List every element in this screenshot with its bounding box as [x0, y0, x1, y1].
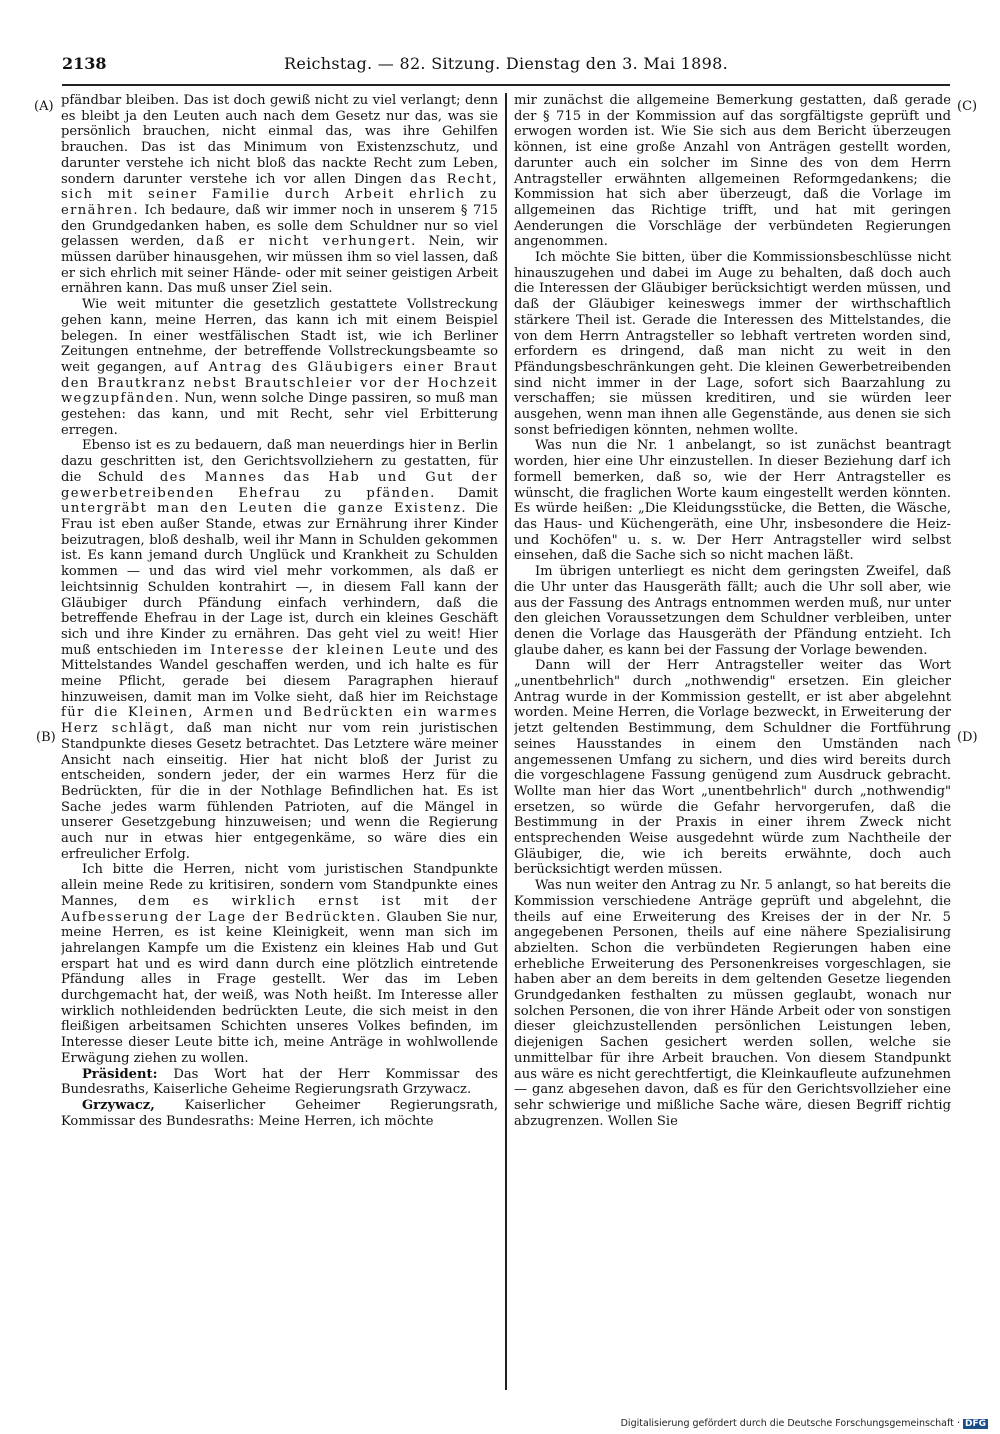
paragraph [61, 93, 498, 297]
speaker-label: Präsident: [81, 1066, 158, 1082]
text-run: Das Wort hat der Herr Kommissar des Bundesraths, Kaiserliche Geheime Regierungsrath Grzywacz. [61, 1066, 498, 1098]
text-run: daß man nicht nur vom rein juristischen Standpunkte dieses Gesetz betrachtet. Das Letztere wäre meiner Ansicht nach einseitig. Hier hat nicht bloß der Jurist zu entscheiden, sondern jeder, der ein warmes Herz für die Bedrückten, für die in der Nothlage Befindlichen hat. Es ist Sache jedes warm fühlenden Patrioten, auf die Mängel in unserer Gesetzgebung hinzuweisen; und wenn die Regierung auch nur in etwas hier entgegenkäme, so wäre dies ein erfreulicher Erfolg. [61, 721, 498, 862]
spaced-text: dem es wirklich ernst ist mit der Aufbesserung der Lage der Bedrückten. [61, 893, 498, 925]
text-run: Damit [435, 485, 498, 501]
margin-marker-a: (A) [34, 99, 54, 114]
text-run: Die Frau ist eben außer Stande, etwas zur Ernährung ihrer Kinder beizutragen, bloß deshalb, weil ihr Mann in Schulden gekommen ist. Es kann jemand durch Unglück und Krankheit zu Schulden kommen — und das wird viel mehr vorkommen, als daß er leichtsinnig Schulden kontrahirt —, in diesem Fall kann der Gläubiger durch Pfändung einfach verhindern, daß die betreffende Ehefrau in der Lage ist, durch ein kleines Geschäft sich und ihre Kinder zu ernähren. Das geht viel zu weit! Hier muß entschieden [61, 501, 498, 658]
margin-marker-b: (B) [36, 730, 56, 745]
spaced-text: untergräbt man den Leuten die ganze Existenz. [61, 501, 467, 517]
text-run: Ebenso ist es zu bedauern, daß man neuerdings hier in Berlin dazu geschritten ist, den Gerichtsvollziehern zu gestatten, für die Schuld [61, 438, 498, 485]
spaced-text: auf Antrag des Gläubigers einer Braut den Brautkranz nebst Brautschleier vor der Hochzeit wegzupfänden. [61, 359, 498, 407]
page-number: 2138 [62, 54, 107, 73]
spaced-text: daß er nicht verhungert. [196, 234, 417, 250]
text-run: Ich bitte die Herren, nicht vom juristischen Standpunkte allein meine Rede zu kritisiren, sondern vom Standpunkte eines Mannes, [61, 862, 498, 909]
margin-marker-d: (D) [957, 730, 978, 745]
text-run: und des Mittelstandes Wandel geschaffen werden, und ich halte es für meine Pflicht, gerade bei diesem Paragraphen hierauf hinzuweisen, damit man im Volke sieht, daß hier im Reichstage [61, 642, 498, 705]
text-run: Nein, wir müssen darüber hinausgehen, wir müssen ihm so viel lassen, daß er sich ehrlich mit seiner Hände- oder mit seiner geistigen Arbeit ernähren kann. Das muß unser Ziel sein. [61, 234, 498, 297]
paragraph [61, 862, 498, 1066]
left-column [61, 93, 498, 1390]
speaker-label: Grzywacz, [81, 1098, 155, 1113]
paragraph [61, 438, 498, 862]
dfg-logo: DFG [964, 1419, 986, 1429]
spaced-text: des Mannes das Hab und Gut der gewerbetreibenden Ehefrau zu pfänden. [61, 469, 498, 501]
paragraph: Was nun die Nr. 1 anbelangt, so ist zunächst beantragt worden, hier eine Uhr einzustellen. In dieser Beziehung darf ich formell bemerken, daß so, wie der Herr Antragsteller es wünscht, die fraglichen Worte kaum eingestellt werden könnten. Es würde heißen: „Die Kleidungsstücke, die Betten, die Wäsche, das Haus- und Küchengeräth, eine Uhr, insbesondere die Heiz- und Kochöfen" u. s. w. Der Herr Antragsteller wird selbst einsehen, daß die Sache sich so nicht machen läßt. [514, 438, 951, 564]
spaced-text: für die Kleinen, Armen und Bedrückten ein warmes Herz schlägt, [61, 705, 498, 737]
text-run: Glauben Sie nur, meine Herren, es ist keine Kleinigkeit, wenn man sich im jahrelangen Kampfe um die Existenz ein kleines Hab und Gut erspart hat und es wird dann durch eine plötzlich eintretende Pfändung alles in Frage gestellt. Wer das im Leben durchgemacht hat, der weiß, was Noth heißt. Im Interesse aller wirklich nothleidenden bedrückten Leute, die sich meist in den fleißigen arbeitsamen Schichten unseres Volkes befinden, im Interesse dieser Leute bitte ich, meine Anträge in wohlwollende Erwägung ziehen zu wollen. [61, 909, 498, 1066]
paragraph: Was nun weiter den Antrag zu Nr. 5 anlangt, so hat bereits die Kommission verschiedene Anträge geprüft und abgelehnt, die theils auf eine Erweiterung des Kreises der in der Nr. 5 angegebenen Personen, theils auf eine nähere Spezialisirung abzielten. Schon die verbündeten Regierungen haben eine erhebliche Erweiterung des Personenkreises vorgeschlagen, sie haben aber an dem bereits in dem geltenden Gesetze liegenden Grundgedanken festhalten zu müssen geglaubt, wonach nur solchen Personen, die von ihrer Hände Arbeit oder von sonstigen dieser gleichzustellenden persönlichen Leistungen leben, diejenigen Sachen gesichert werden sollen, welche sie unmittelbar für ihre Arbeit brauchen. Von diesem Standpunkt aus wäre es nicht gerechtfertigt, die Kleinkaufleute aufzunehmen — ganz abgesehen davon, daß es für den Gerichtsvollzieher eine sehr schwierige und mißliche Sache wäre, diesen Begriff richtig abzugrenzen. Wollen Sie [514, 878, 951, 1129]
text-run: Nun, wenn solche Dinge passiren, so muß man gestehen: das kann, und mit Recht, sehr viel Erbitterung erregen. [61, 391, 498, 438]
page-title: Reichstag. — 82. Sitzung. Dienstag den 3. Mai 1898. [284, 54, 728, 73]
text-run: Ich bedaure, daß wir immer noch in unserem § 715 den Grundgedanken haben, es solle dem Schuldner nur so viel gelassen werden, [61, 202, 498, 250]
spaced-text: das Recht, sich mit seiner Familie durch Arbeit ehrlich zu ernähren. [61, 171, 498, 218]
footer-text: Digitalisierung gefördert durch die Deutsche Forschungsgemeinschaft [620, 1418, 954, 1429]
right-column [514, 93, 951, 1390]
margin-marker-c: (C) [957, 99, 978, 114]
paragraph [61, 297, 498, 438]
paragraph: mir zunächst die allgemeine Bemerkung gestatten, daß gerade der § 715 in der Kommission auf das sorgfältigste geprüft und erwogen worden ist. Wie Sie sich aus dem Bericht überzeugen können, ist eine große Anzahl von Anträgen gestellt worden, darunter auch ein solcher im Sinne des von dem Herrn Antragsteller erwähnten allgemeinen Reformgedankens; die Kommission hat sich aber überzeugt, daß die Vorlage im allgemeinen das Richtige trifft, und hat mit geringen Aenderungen die Vorschläge der verbündeten Regierungen angenommen. [514, 93, 951, 250]
paragraph: Dann will der Herr Antragsteller weiter das Wort „unentbehrlich" durch „nothwendig" ersetzen. Ein gleicher Antrag wurde in der Kommission gestellt, er ist aber abgelehnt worden. Meine Herren, die Vorlage bezweckt, in Erweiterung der jetzt geltenden Bestimmung, dem Schuldner die Fortführung seines Hausstandes in einem den Umständen nach angemessenen Umfang zu sichern, und dies wird bereits durch die vorgeschlagene Fassung genügend zum Ausdruck gebracht. Wollte man hier das Wort „unentbehrlich" durch „nothwendig" ersetzen, so würde die Gefahr hervorgerufen, daß die Bestimmung in der Praxis in einer ihrem Zweck nicht entsprechenden Weise ausgedehnt würde zum Nachtheile der Gläubiger, die, wie ich bereits erwähnte, doch auch berücksichtigt werden müssen. [514, 658, 951, 878]
paragraph [61, 1098, 498, 1129]
digitization-footer: Digitalisierung gefördert durch die Deutsche Forschungsgemeinschaft · DFG [620, 1418, 986, 1429]
column-divider [505, 93, 507, 1390]
paragraph [61, 1067, 498, 1098]
page-header [62, 44, 950, 86]
spaced-text: im Interesse der kleinen Leute [183, 642, 438, 658]
text-run: Kaiserlicher Geheimer Regierungsrath, Kommissar des Bundesraths: Meine Herren, ich möchte [61, 1098, 498, 1129]
paragraph: Im übrigen unterliegt es nicht dem geringsten Zweifel, daß die Uhr unter das Hausgeräth fällt; auch die Uhr soll aber, wie aus der Fassung des Antrags entnommen werden muß, nur unter den gleichen Voraussetzungen dem Schuldner verbleiben, unter denen die Vorlage das Hausgeräth der Pfändung entzieht. Ich glaube daher, es kann bei der Fassung der Vorlage bewenden. [514, 564, 951, 658]
paragraph: Ich möchte Sie bitten, über die Kommissionsbeschlüsse nicht hinauszugehen und dabei im Auge zu behalten, daß doch auch die Interessen der Gläubiger berücksichtigt werden müssen, und daß der Gläubiger keineswegs immer der wirthschaftlich stärkere Theil ist. Gerade die Interessen des Mittelstandes, die von dem Herrn Antragsteller so lebhaft vertreten worden sind, erfordern es dringend, daß man nicht zu weit in den Pfändungsbeschränkungen geht. Die kleinen Gewerbetreibenden sind nicht immer in der Lage, sofort sich Baarzahlung zu verschaffen; sie müssen kreditiren, und sie würden leer ausgehen, wenn man ihnen alle Gegenstände, aus denen sie sich sonst befriedigen könnten, nehmen wollte. [514, 250, 951, 438]
text-run: pfändbar bleiben. Das ist doch gewiß nicht zu viel verlangt; denn es bleibt ja den Leuten auch nach dem Gesetz nur das, was sie persönlich brauchen, nicht einmal das, was ihre Gehilfen brauchen. Das ist das Minimum von Existenzschutz, und darunter verstehe ich nicht bloß das nackte Recht zum Leben, sondern darunter verstehe ich vor allen Dingen [61, 93, 498, 187]
text-run: Wie weit mitunter die gesetzlich gestattete Vollstreckung gehen kann, meine Herren, das kann ich mit einem Beispiel belegen. In einer westfälischen Stadt ist, wie ich Berliner Zeitungen entnehme, der betreffende Vollstreckungsbeamte so weit gegangen, [61, 297, 498, 375]
